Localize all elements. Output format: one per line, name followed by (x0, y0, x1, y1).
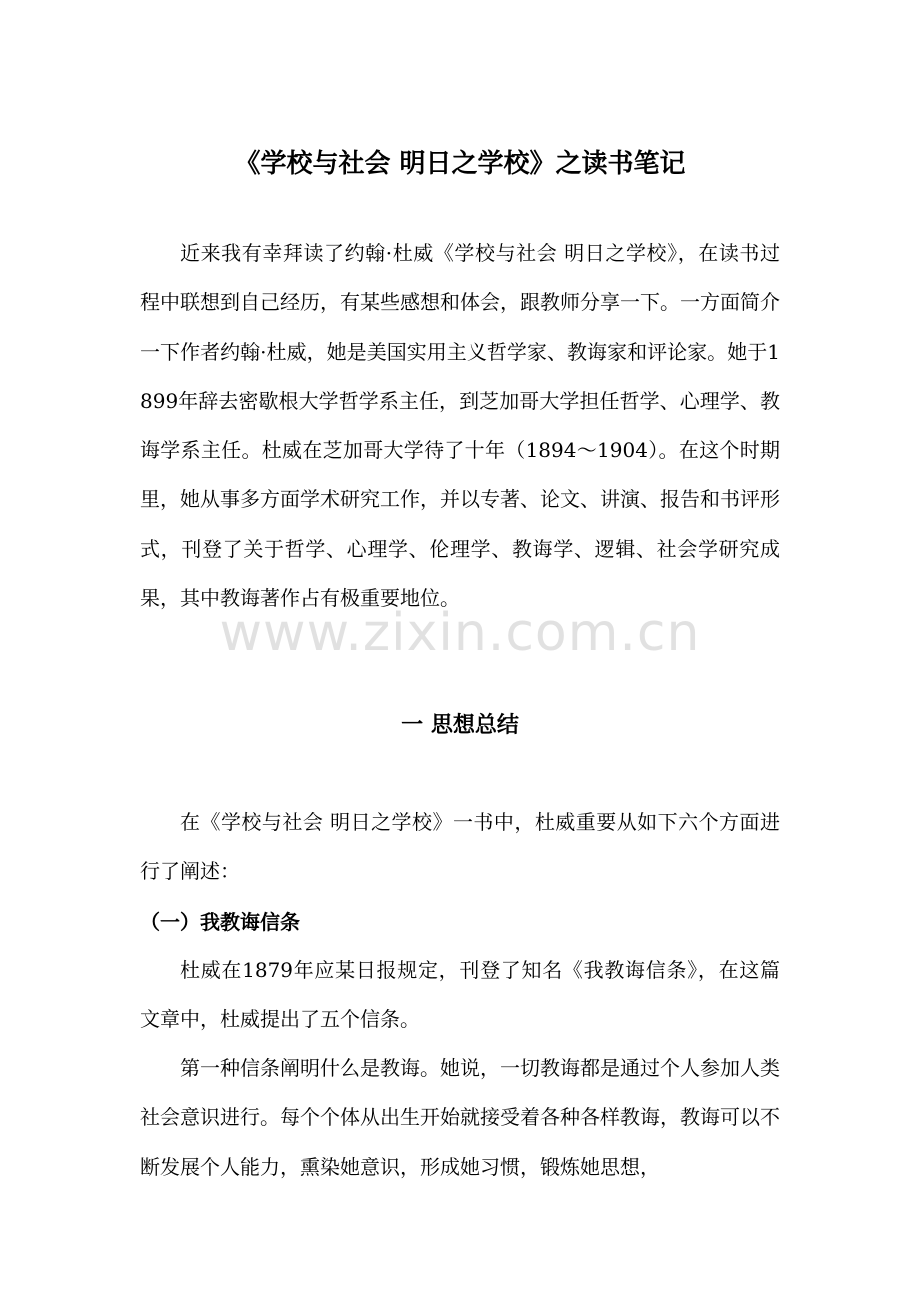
subsection-heading: （一）我教诲信条 (140, 910, 300, 934)
creed-paragraph: 杜威在1879年应某日报规定，刊登了知名《我教诲信条》，在这篇文章中，杜威提出了五个信条。 (140, 958, 780, 1032)
intro-paragraph: 近来我有幸拜读了约翰·杜威《学校与社会 明日之学校》，在读书过程中联想到自己经历，有某些感想和体会，跟教师分享一下。一方面简介一下作者约翰·杜威，她是美国实用主义哲学家、教诲家和评论家。她于1899年辞去密歇根大学哲学系主任，到芝加哥大学担任哲学、心理学、教诲学系主任。杜威在芝加哥大学待了十年（1894～1904）。在这个时期里，她从事多方面学术研究工作，并以专著、论文、讲演、报告和书评形式，刊登了关于哲学、心理学、伦理学、教诲学、逻辑、社会学研究成果，其中教诲著作占有极重要地位。 (140, 241, 780, 611)
section-heading: 一 思想总结 (401, 713, 519, 738)
section-intro-paragraph: 在《学校与社会 明日之学校》一书中，杜威重要从如下六个方面进行了阐述： (140, 810, 780, 884)
watermark: www.zixin.com.cn (219, 603, 701, 663)
document-title: 《学校与社会 明日之学校》之读书笔记 (234, 149, 686, 179)
first-creed-paragraph: 第一种信条阐明什么是教诲。她说，一切教诲都是通过个人参加人类社会意识进行。每个个体从出生开始就接受着各种各样教诲，教诲可以不断发展个人能力，熏染她意识，形成她习惯，锻炼她思想， (140, 1056, 780, 1179)
